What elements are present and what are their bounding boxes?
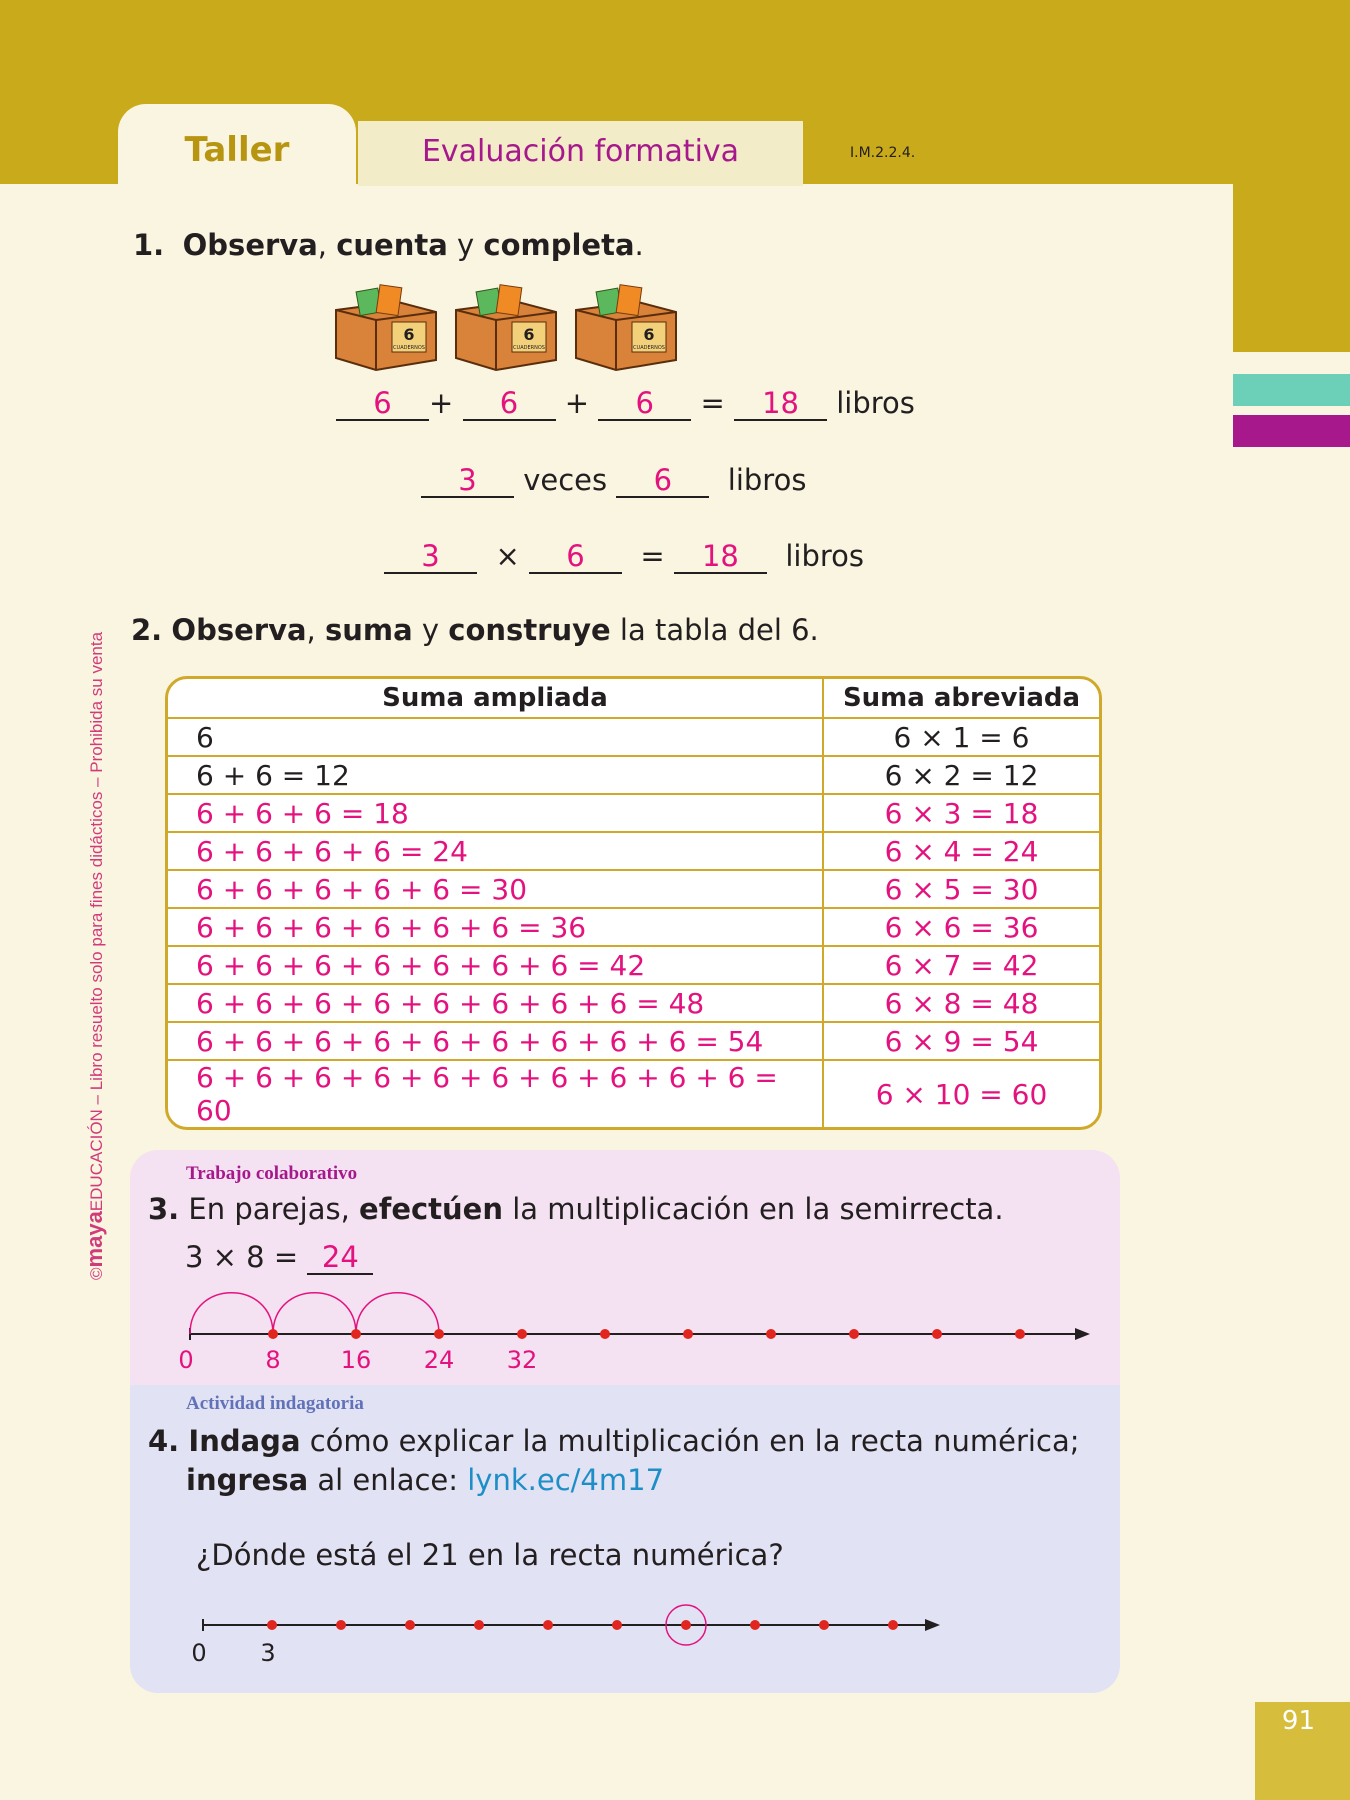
suma-abreviada-cell: 6 × 4 = 24 <box>823 832 1099 870</box>
ex1-sum-line <box>336 386 915 421</box>
suma-abreviada-cell: 6 × 9 = 54 <box>823 1022 1099 1060</box>
number-line-point <box>543 1620 553 1630</box>
suma-ampliada-cell: 6 + 6 + 6 + 6 + 6 + 6 + 6 + 6 + 6 = 54 <box>168 1022 823 1060</box>
answer-blank: 18 <box>734 387 827 421</box>
ex2-number: 2. <box>131 613 163 647</box>
number-line-label: 0 <box>191 1639 207 1667</box>
ex2-title-text: y <box>412 613 449 647</box>
ex4-text: al enlace: <box>308 1463 468 1497</box>
suma-abreviada-cell: 6 × 1 = 6 <box>823 718 1099 756</box>
suma-ampliada-cell: 6 + 6 + 6 + 6 + 6 + 6 = 36 <box>168 908 823 946</box>
suma-ampliada-cell: 6 + 6 + 6 = 18 <box>168 794 823 832</box>
suma-abreviada-cell: 6 × 8 = 48 <box>823 984 1099 1022</box>
side-copyright-text <box>82 632 108 1280</box>
ex3-number: 3. <box>148 1192 180 1226</box>
svg-text:CUADERNOS: CUADERNOS <box>513 345 545 351</box>
operator: = <box>700 386 725 420</box>
number-line-ex4 <box>130 1590 1120 1670</box>
book-boxes-illustration <box>328 282 688 372</box>
number-line-point <box>1015 1329 1025 1339</box>
jump-arc <box>356 1293 439 1334</box>
ex3-expr-text: 3 × 8 = <box>185 1240 299 1274</box>
number-line-ex3 <box>130 1280 1120 1385</box>
suma-abreviada-cell: 6 × 7 = 42 <box>823 946 1099 984</box>
veces-label: veces <box>523 463 608 497</box>
ex2-title-word: construye <box>448 613 611 647</box>
right-margin-band <box>1233 184 1350 352</box>
multiplication-table <box>165 676 1102 1130</box>
answer-blank: 6 <box>529 540 622 574</box>
ex2-title <box>131 613 819 647</box>
number-line-point <box>600 1329 610 1339</box>
answer-blank: 3 <box>384 540 477 574</box>
number-line-point <box>766 1329 776 1339</box>
ex3-expression <box>185 1240 373 1275</box>
number-line-label: 8 <box>265 1346 281 1374</box>
section-label-trabajo: Trabajo colaborativo <box>186 1163 358 1184</box>
suma-abreviada-cell: 6 × 5 = 30 <box>823 870 1099 908</box>
operator: + <box>429 386 454 420</box>
ex1-title-word: completa <box>483 228 635 262</box>
ex4-number: 4. <box>148 1424 180 1458</box>
brand-logo: maya <box>82 1211 107 1268</box>
ex1-number: 1. <box>133 228 165 262</box>
jump-arc <box>190 1293 273 1334</box>
jump-arc <box>273 1293 356 1334</box>
suma-abreviada-cell: 6 × 3 = 18 <box>823 794 1099 832</box>
svg-text:CUADERNOS: CUADERNOS <box>633 345 665 351</box>
number-line-label: 0 <box>178 1346 194 1374</box>
number-line-point <box>434 1329 444 1339</box>
suma-ampliada-cell: 6 + 6 + 6 + 6 + 6 = 30 <box>168 870 823 908</box>
unit-label: libros <box>727 463 807 497</box>
ex1-title-text: , <box>317 228 337 262</box>
suma-ampliada-cell: 6 + 6 + 6 + 6 + 6 + 6 + 6 = 42 <box>168 946 823 984</box>
svg-text:CUADERNOS: CUADERNOS <box>393 345 425 351</box>
operator: + <box>564 386 590 420</box>
curriculum-code: I.M.2.2.4. <box>850 145 916 161</box>
number-line-point <box>267 1620 277 1630</box>
ex2-title-text: la tabla del 6. <box>610 613 819 647</box>
table-row <box>168 1060 1099 1127</box>
ex3-instruction <box>148 1192 1004 1226</box>
svg-text:6: 6 <box>523 325 535 344</box>
number-line-label: 24 <box>423 1346 455 1374</box>
teal-stripe <box>1233 374 1350 406</box>
number-line-point <box>351 1329 361 1339</box>
answer-blank: 6 <box>463 387 556 421</box>
number-line-point <box>932 1329 942 1339</box>
answer-blank: 18 <box>674 540 767 574</box>
ex3-text: la multiplicación en la semirrecta. <box>503 1192 1004 1226</box>
tab-evaluacion-label: Evaluación formativa <box>421 134 740 169</box>
operator: = <box>640 539 665 573</box>
col-header-abreviada: Suma abreviada <box>823 679 1099 718</box>
number-line-point <box>683 1329 693 1339</box>
table-row <box>168 870 1099 908</box>
ex1-title-word: Observa <box>182 228 318 262</box>
book-box-icon <box>456 285 556 370</box>
suma-abreviada-cell: 6 × 2 = 12 <box>823 756 1099 794</box>
ex4-question: ¿Dónde está el 21 en la recta numérica? <box>196 1538 784 1572</box>
number-line-point <box>268 1329 278 1339</box>
table-body <box>168 718 1099 1127</box>
table-row <box>168 756 1099 794</box>
ex3-text-bold: efectúen <box>359 1192 503 1226</box>
suma-ampliada-cell: 6 <box>168 718 823 756</box>
ex4-text-bold: Indaga <box>188 1424 301 1458</box>
section-label-actividad: Actividad indagatoria <box>186 1393 364 1414</box>
ex4-instruction <box>148 1422 1079 1500</box>
tab-taller-label: Taller <box>184 130 290 170</box>
number-line-point <box>517 1329 527 1339</box>
answer-blank: 6 <box>336 387 429 421</box>
ex1-title-text: . <box>634 228 644 262</box>
answer-blank: 24 <box>307 1241 373 1275</box>
ex2-title-word: Observa <box>171 613 307 647</box>
table-row <box>168 946 1099 984</box>
table-row <box>168 718 1099 756</box>
arrow-icon <box>1075 1328 1090 1340</box>
svg-text:6: 6 <box>643 325 655 344</box>
side-notice: EDUCACIÓN – Libro resuelto solo para fines didácticos – Prohibida su venta <box>87 631 106 1212</box>
ex1-title <box>133 228 644 262</box>
ex1-title-word: cuenta <box>336 228 448 262</box>
copyright-symbol: © <box>87 1267 106 1280</box>
operator: × <box>495 539 520 573</box>
suma-ampliada-cell: 6 + 6 = 12 <box>168 756 823 794</box>
number-line-point <box>888 1620 898 1630</box>
col-header-ampliada: Suma ampliada <box>168 679 823 718</box>
number-line-point <box>681 1620 691 1630</box>
number-line-point <box>336 1620 346 1630</box>
ex4-text: cómo explicar la multiplicación en la recta numérica; <box>300 1424 1080 1458</box>
ex3-text: En parejas, <box>188 1192 360 1226</box>
answer-blank: 6 <box>616 464 709 498</box>
ex1-title-text: y <box>447 228 484 262</box>
ex4-text-bold: ingresa <box>186 1463 309 1497</box>
number-line-point <box>819 1620 829 1630</box>
suma-ampliada-cell: 6 + 6 + 6 + 6 + 6 + 6 + 6 + 6 = 48 <box>168 984 823 1022</box>
table-row <box>168 1022 1099 1060</box>
number-line-label: 3 <box>260 1639 276 1667</box>
unit-label: libros <box>836 386 915 420</box>
resource-link[interactable]: lynk.ec/4m17 <box>467 1463 665 1497</box>
ex2-title-text: , <box>306 613 325 647</box>
number-line-point <box>750 1620 760 1630</box>
svg-text:6: 6 <box>403 325 415 344</box>
page-number: 91 <box>1281 1706 1315 1736</box>
table-row <box>168 794 1099 832</box>
number-line-point <box>849 1329 859 1339</box>
book-box-icon <box>336 285 436 370</box>
magenta-stripe <box>1233 415 1350 447</box>
suma-ampliada-cell: 6 + 6 + 6 + 6 + 6 + 6 + 6 + 6 + 6 + 6 = 60 <box>168 1060 823 1127</box>
unit-label: libros <box>785 539 865 573</box>
number-line-label: 32 <box>506 1346 538 1374</box>
table-row <box>168 908 1099 946</box>
table-row <box>168 984 1099 1022</box>
ex2-title-word: suma <box>324 613 413 647</box>
book-box-icon <box>576 285 676 370</box>
ex1-times-line <box>421 463 806 498</box>
number-line-point <box>474 1620 484 1630</box>
number-line-label: 16 <box>340 1346 372 1374</box>
suma-abreviada-cell: 6 × 6 = 36 <box>823 908 1099 946</box>
answer-blank: 6 <box>598 387 691 421</box>
arrow-icon <box>925 1619 940 1631</box>
number-line-point <box>405 1620 415 1630</box>
number-line-point <box>612 1620 622 1630</box>
ex1-product-line <box>384 539 864 574</box>
suma-ampliada-cell: 6 + 6 + 6 + 6 = 24 <box>168 832 823 870</box>
suma-abreviada-cell: 6 × 10 = 60 <box>823 1060 1099 1127</box>
answer-blank: 3 <box>421 464 514 498</box>
table-row <box>168 832 1099 870</box>
